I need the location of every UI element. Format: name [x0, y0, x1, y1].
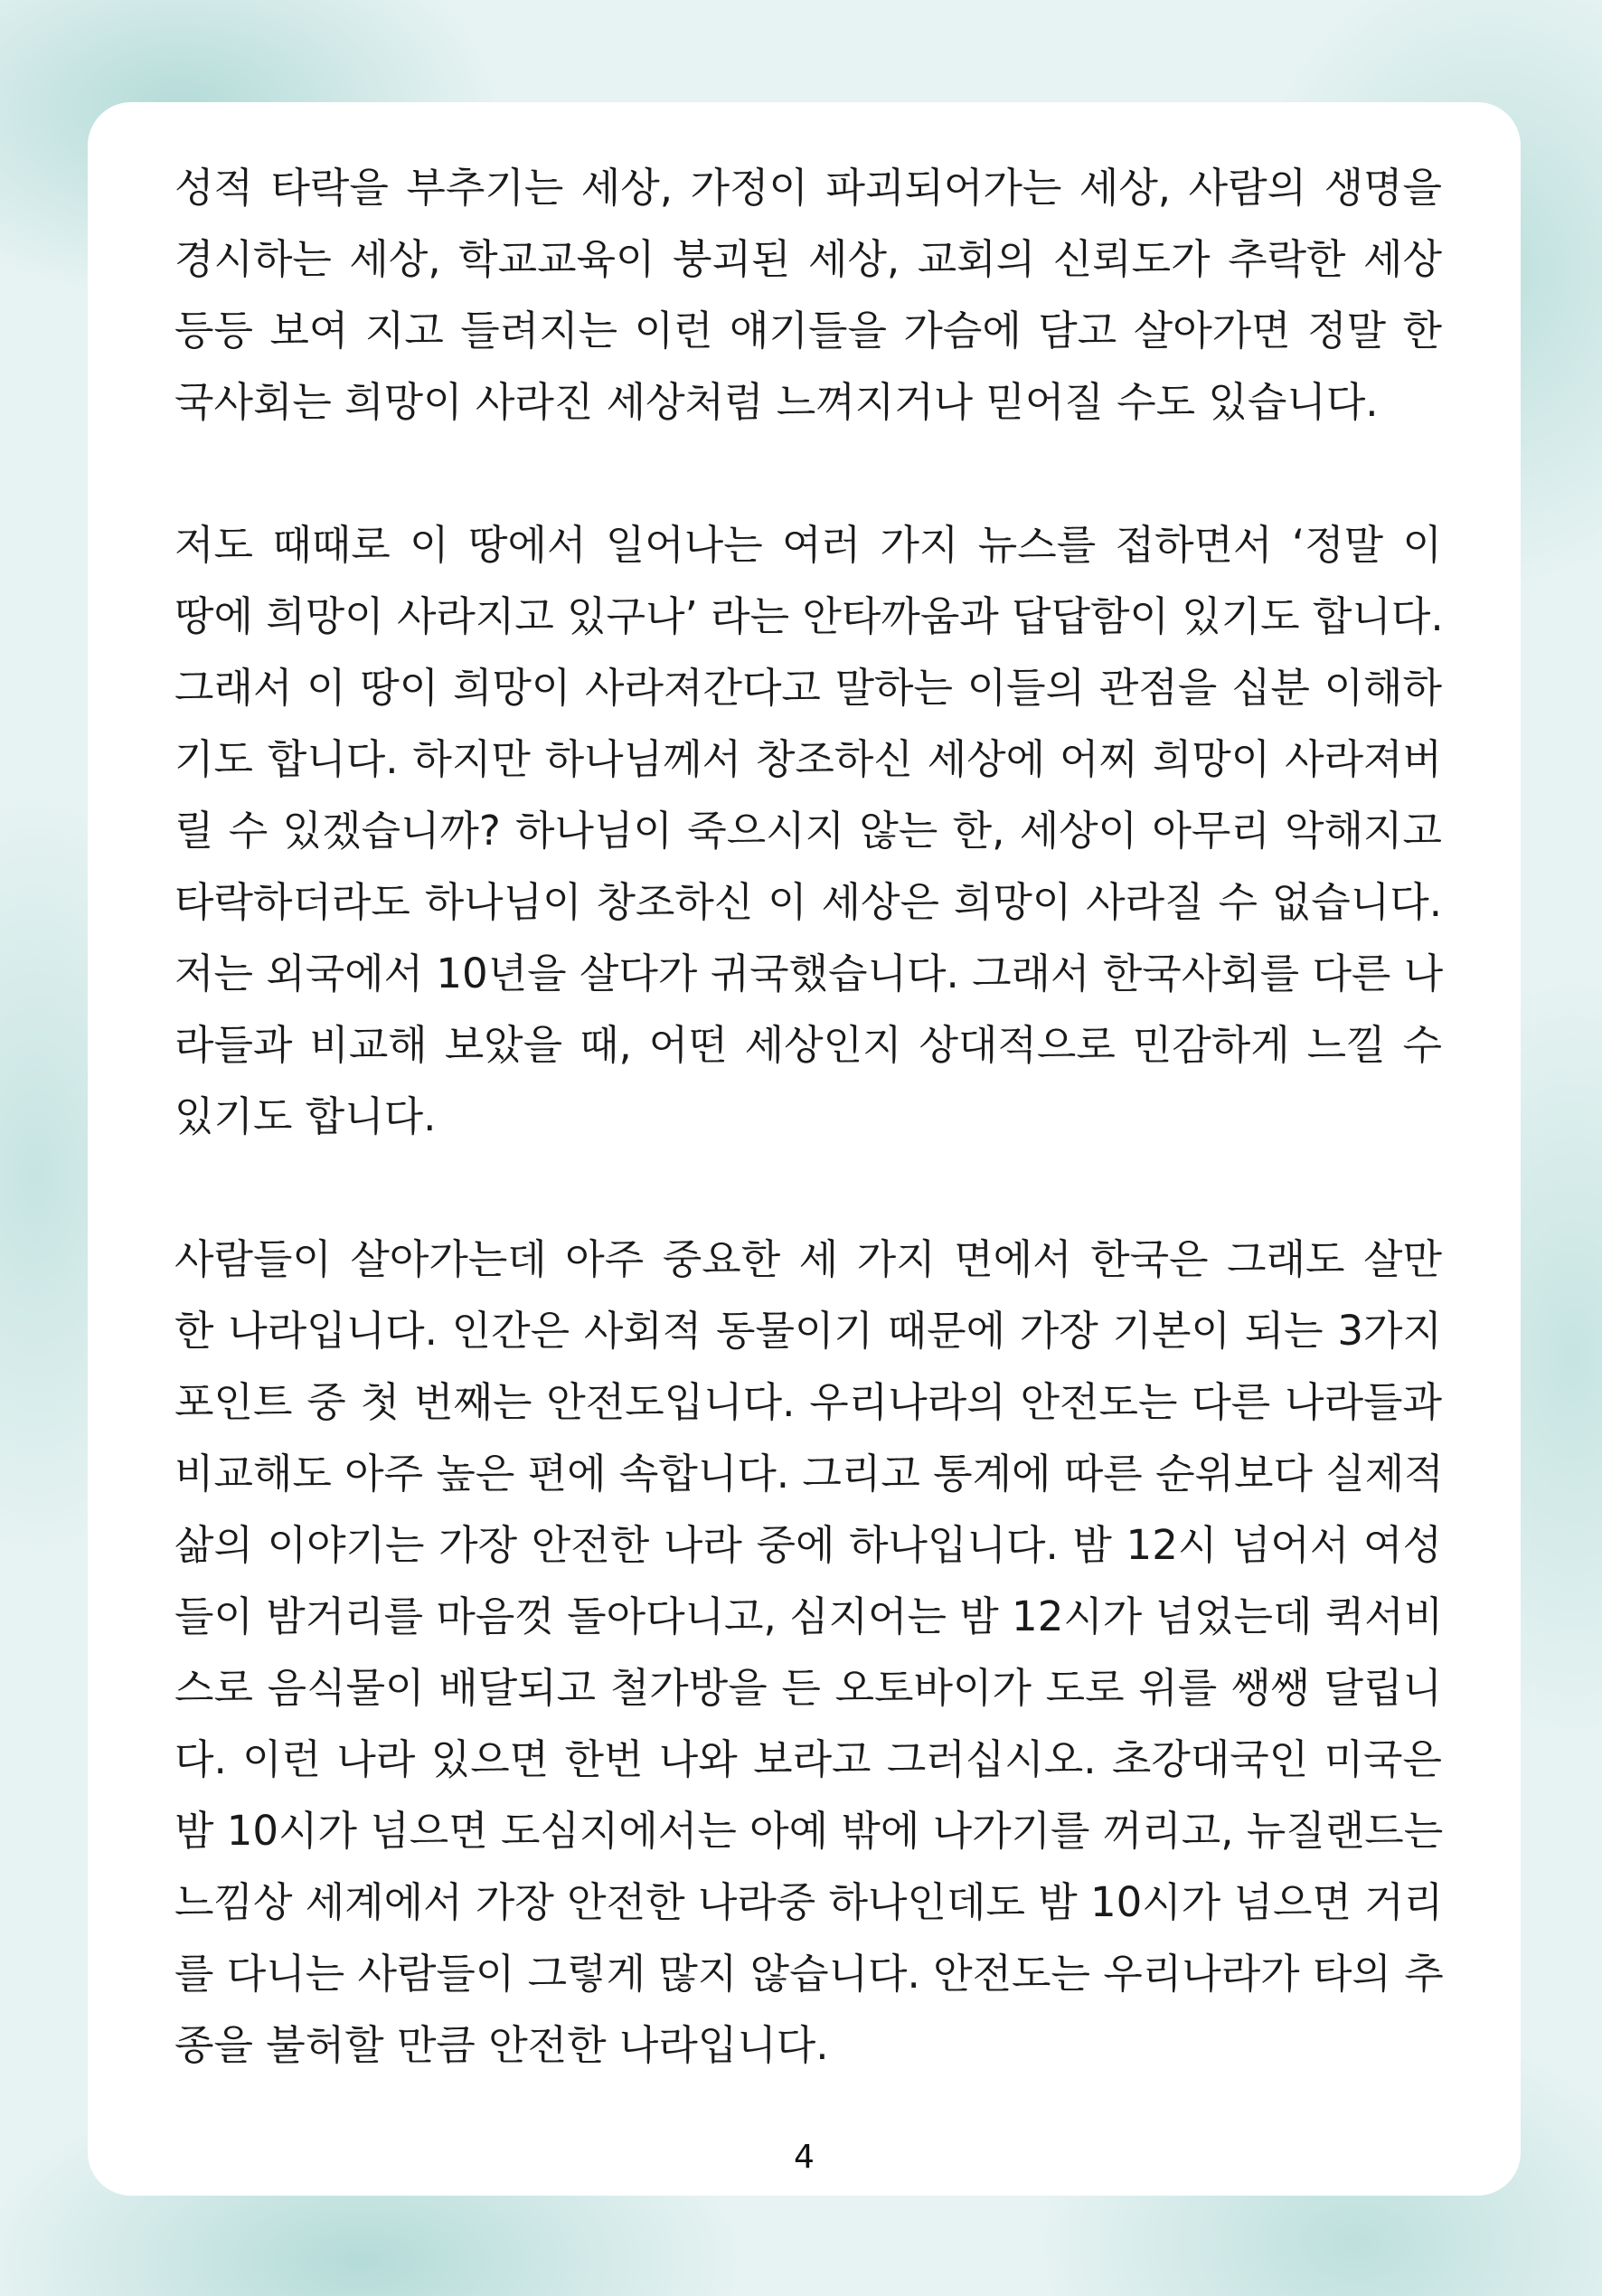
- paragraph: [174, 509, 1442, 1152]
- text-line: 저도 때때로 이 땅에서 일어나는 여러 가지 뉴스를 접하면서 ‘정말 이: [174, 521, 1442, 569]
- text-line: 비교해도 아주 높은 편에 속합니다. 그리고 통계에 따른 순위보다 실제적: [174, 1450, 1444, 1498]
- page-number: 4: [794, 2139, 815, 2176]
- text-line: 스로 음식물이 배달되고 철가방을 든 오토바이가 도로 위를 쌩쌩 달립니: [174, 1664, 1442, 1712]
- text-line: 들이 밤거리를 마음껏 돌아다니고, 심지어는 밤 12시가 넘었는데 퀵서비: [174, 1592, 1444, 1640]
- text-line: 느낌상 세계에서 가장 안전한 나라중 하나인데도 밤 10시가 넘으면 거리: [174, 1878, 1444, 1926]
- text-line: 한 나라입니다. 인간은 사회적 동물이기 때문에 가장 기본이 되는 3가지: [174, 1307, 1442, 1355]
- text-line: 사람들이 살아가는데 아주 중요한 세 가지 면에서 한국은 그래도 살만: [174, 1235, 1442, 1283]
- text-line: 삶의 이야기는 가장 안전한 나라 중에 하나입니다. 밤 12시 넘어서 여성: [174, 1521, 1442, 1569]
- text-line: 땅에 희망이 사라지고 있구나’ 라는 안타까움과 답답함이 있기도 합니다.: [174, 592, 1444, 640]
- text-line: 종을 불허할 만큼 안전한 나라입니다.: [174, 2021, 829, 2069]
- text-line: 그래서 이 땅이 희망이 사라져간다고 말하는 이들의 관점을 십분 이해하: [174, 664, 1442, 712]
- paragraph: [174, 1224, 1442, 2081]
- text-line: 기도 합니다. 하지만 하나님께서 창조하신 세상에 어찌 희망이 사라져버: [174, 735, 1442, 783]
- text-line: 릴 수 있겠습니까? 하나님이 죽으시지 않는 한, 세상이 아무리 악해지고: [174, 807, 1442, 855]
- text-line: 타락하더라도 하나님이 창조하신 이 세상은 희망이 사라질 수 없습니다.: [174, 878, 1442, 926]
- text-line: 다. 이런 나라 있으면 한번 나와 보라고 그러십시오. 초강대국인 미국은: [174, 1735, 1442, 1783]
- text-line: 라들과 비교해 보았을 때, 어떤 세상인지 상대적으로 민감하게 느낄 수: [174, 1021, 1442, 1069]
- paragraph-gap: [174, 438, 1442, 509]
- paragraph-gap: [174, 1152, 1442, 1224]
- text-line: 있기도 합니다.: [174, 1092, 437, 1140]
- text-line: 포인트 중 첫 번째는 안전도입니다. 우리나라의 안전도는 다른 나라들과: [174, 1378, 1442, 1426]
- paragraph: [174, 152, 1442, 438]
- text-line: 국사회는 희망이 사라진 세상처럼 느껴지거나 믿어질 수도 있습니다.: [174, 378, 1379, 426]
- page-card: [88, 102, 1521, 2196]
- text-line: 경시하는 세상, 학교교육이 붕괴된 세상, 교회의 신뢰도가 추락한 세상: [174, 235, 1442, 283]
- text-line: 저는 외국에서 10년을 살다가 귀국했습니다. 그래서 한국사회를 다른 나: [174, 950, 1444, 997]
- text-line: 성적 타락을 부추기는 세상, 가정이 파괴되어가는 세상, 사람의 생명을: [174, 164, 1442, 212]
- text-line: 등등 보여 지고 들려지는 이런 얘기들을 가슴에 담고 살아가면 정말 한: [174, 307, 1442, 354]
- body-text: [174, 152, 1442, 2081]
- text-line: 밤 10시가 넘으면 도심지에서는 아예 밖에 나가기를 꺼리고, 뉴질랜드는: [174, 1807, 1444, 1855]
- text-line: 를 다니는 사람들이 그렇게 많지 않습니다. 안전도는 우리나라가 타의 추: [174, 1950, 1444, 1998]
